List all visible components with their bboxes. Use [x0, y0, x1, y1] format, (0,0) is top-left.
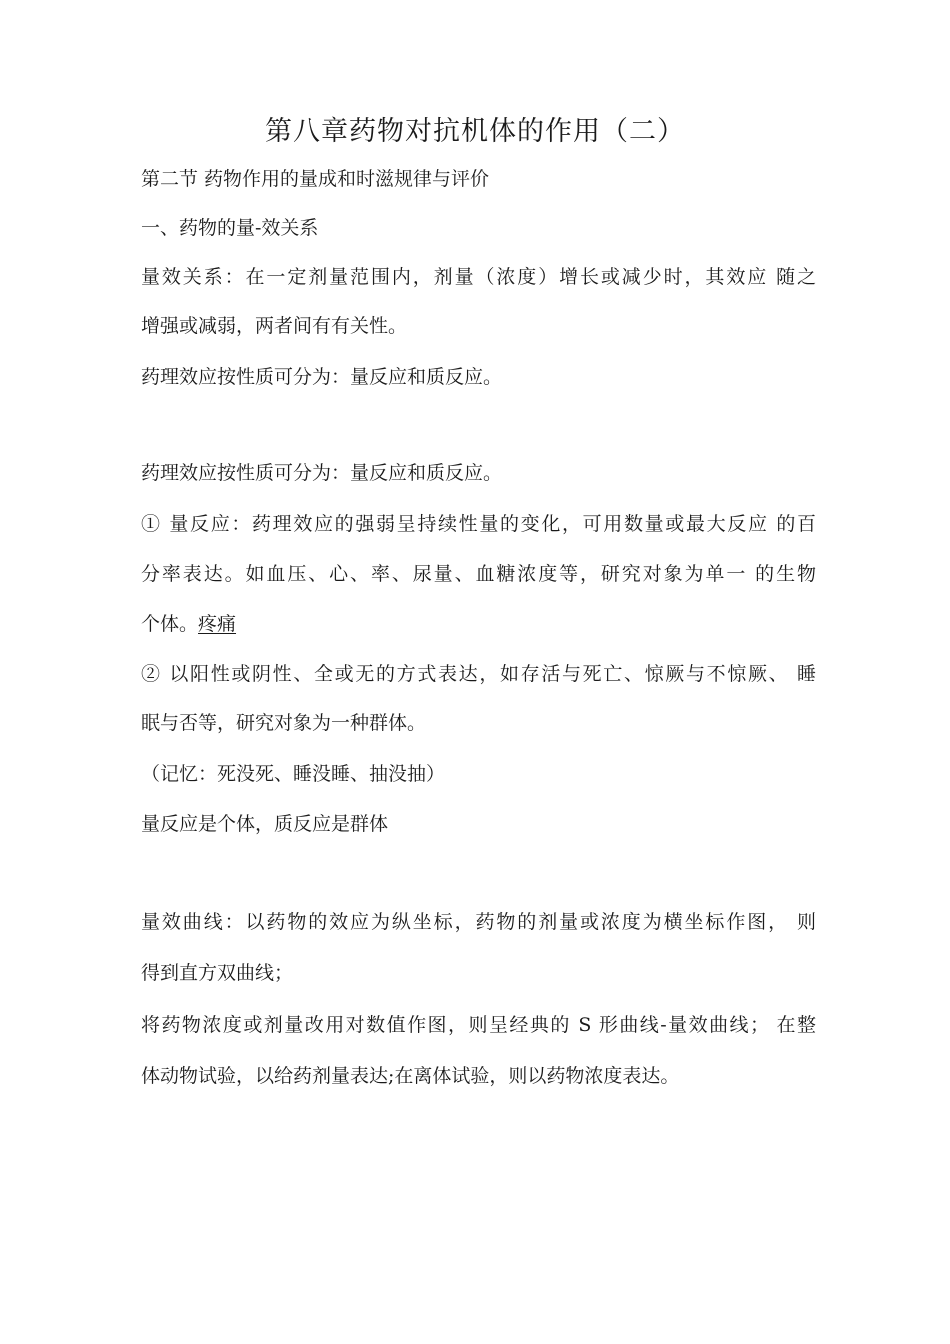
page-title: 第八章药物对抗机体的作用（二） [265, 116, 685, 147]
para-graded-line-3-text: 个体。 [141, 613, 199, 635]
para-memory: （记忆：死没死、睡没睡、抽没抽） [141, 763, 446, 785]
para-graded-line-1: ① 量反应：药理效应的强弱呈持续性量的变化，可用数量或最大反应 的百 [141, 513, 816, 535]
subsection-heading: 一、药物的量-效关系 [141, 217, 319, 239]
para-curve-line-1: 量效曲线：以药物的效应为纵坐标，药物的剂量或浓度为横坐标作图， 则 [141, 911, 816, 933]
para-curve-line-2: 得到直方双曲线； [141, 962, 294, 984]
para-graded-line-2: 分率表达。如血压、心、率、尿量、血糖浓度等，研究对象为单一 的生物 [141, 563, 816, 585]
para-graded-line-3 [141, 609, 816, 639]
para-quantal-line-2: 眠与否等，研究对象为一种群体。 [141, 712, 427, 734]
para-log-line-2: 体动物试验，以给药剂量表达;在离体试验，则以药物浓度表达。 [141, 1065, 680, 1087]
para-summary: 量反应是个体，质反应是群体 [141, 813, 389, 835]
para-classification-1: 药理效应按性质可分为：量反应和质反应。 [141, 366, 503, 388]
para-dose-effect-line-1: 量效关系：在一定剂量范围内，剂量（浓度）增长或减少时，其效应 随之 [141, 266, 816, 288]
para-quantal-line-1: ② 以阳性或阴性、全或无的方式表达，如存活与死亡、惊厥与不惊厥、 睡 [141, 663, 816, 685]
para-classification-2: 药理效应按性质可分为：量反应和质反应。 [141, 462, 503, 484]
underlined-term: 疼痛 [198, 613, 237, 635]
para-log-line-1: 将药物浓度或剂量改用对数值作图，则呈经典的 S 形曲线-量效曲线； 在整 [141, 1014, 816, 1036]
section-heading: 第二节 药物作用的量成和时滋规律与评价 [141, 168, 490, 190]
para-dose-effect-line-2: 增强或减弱，两者间有有关性。 [141, 315, 408, 337]
